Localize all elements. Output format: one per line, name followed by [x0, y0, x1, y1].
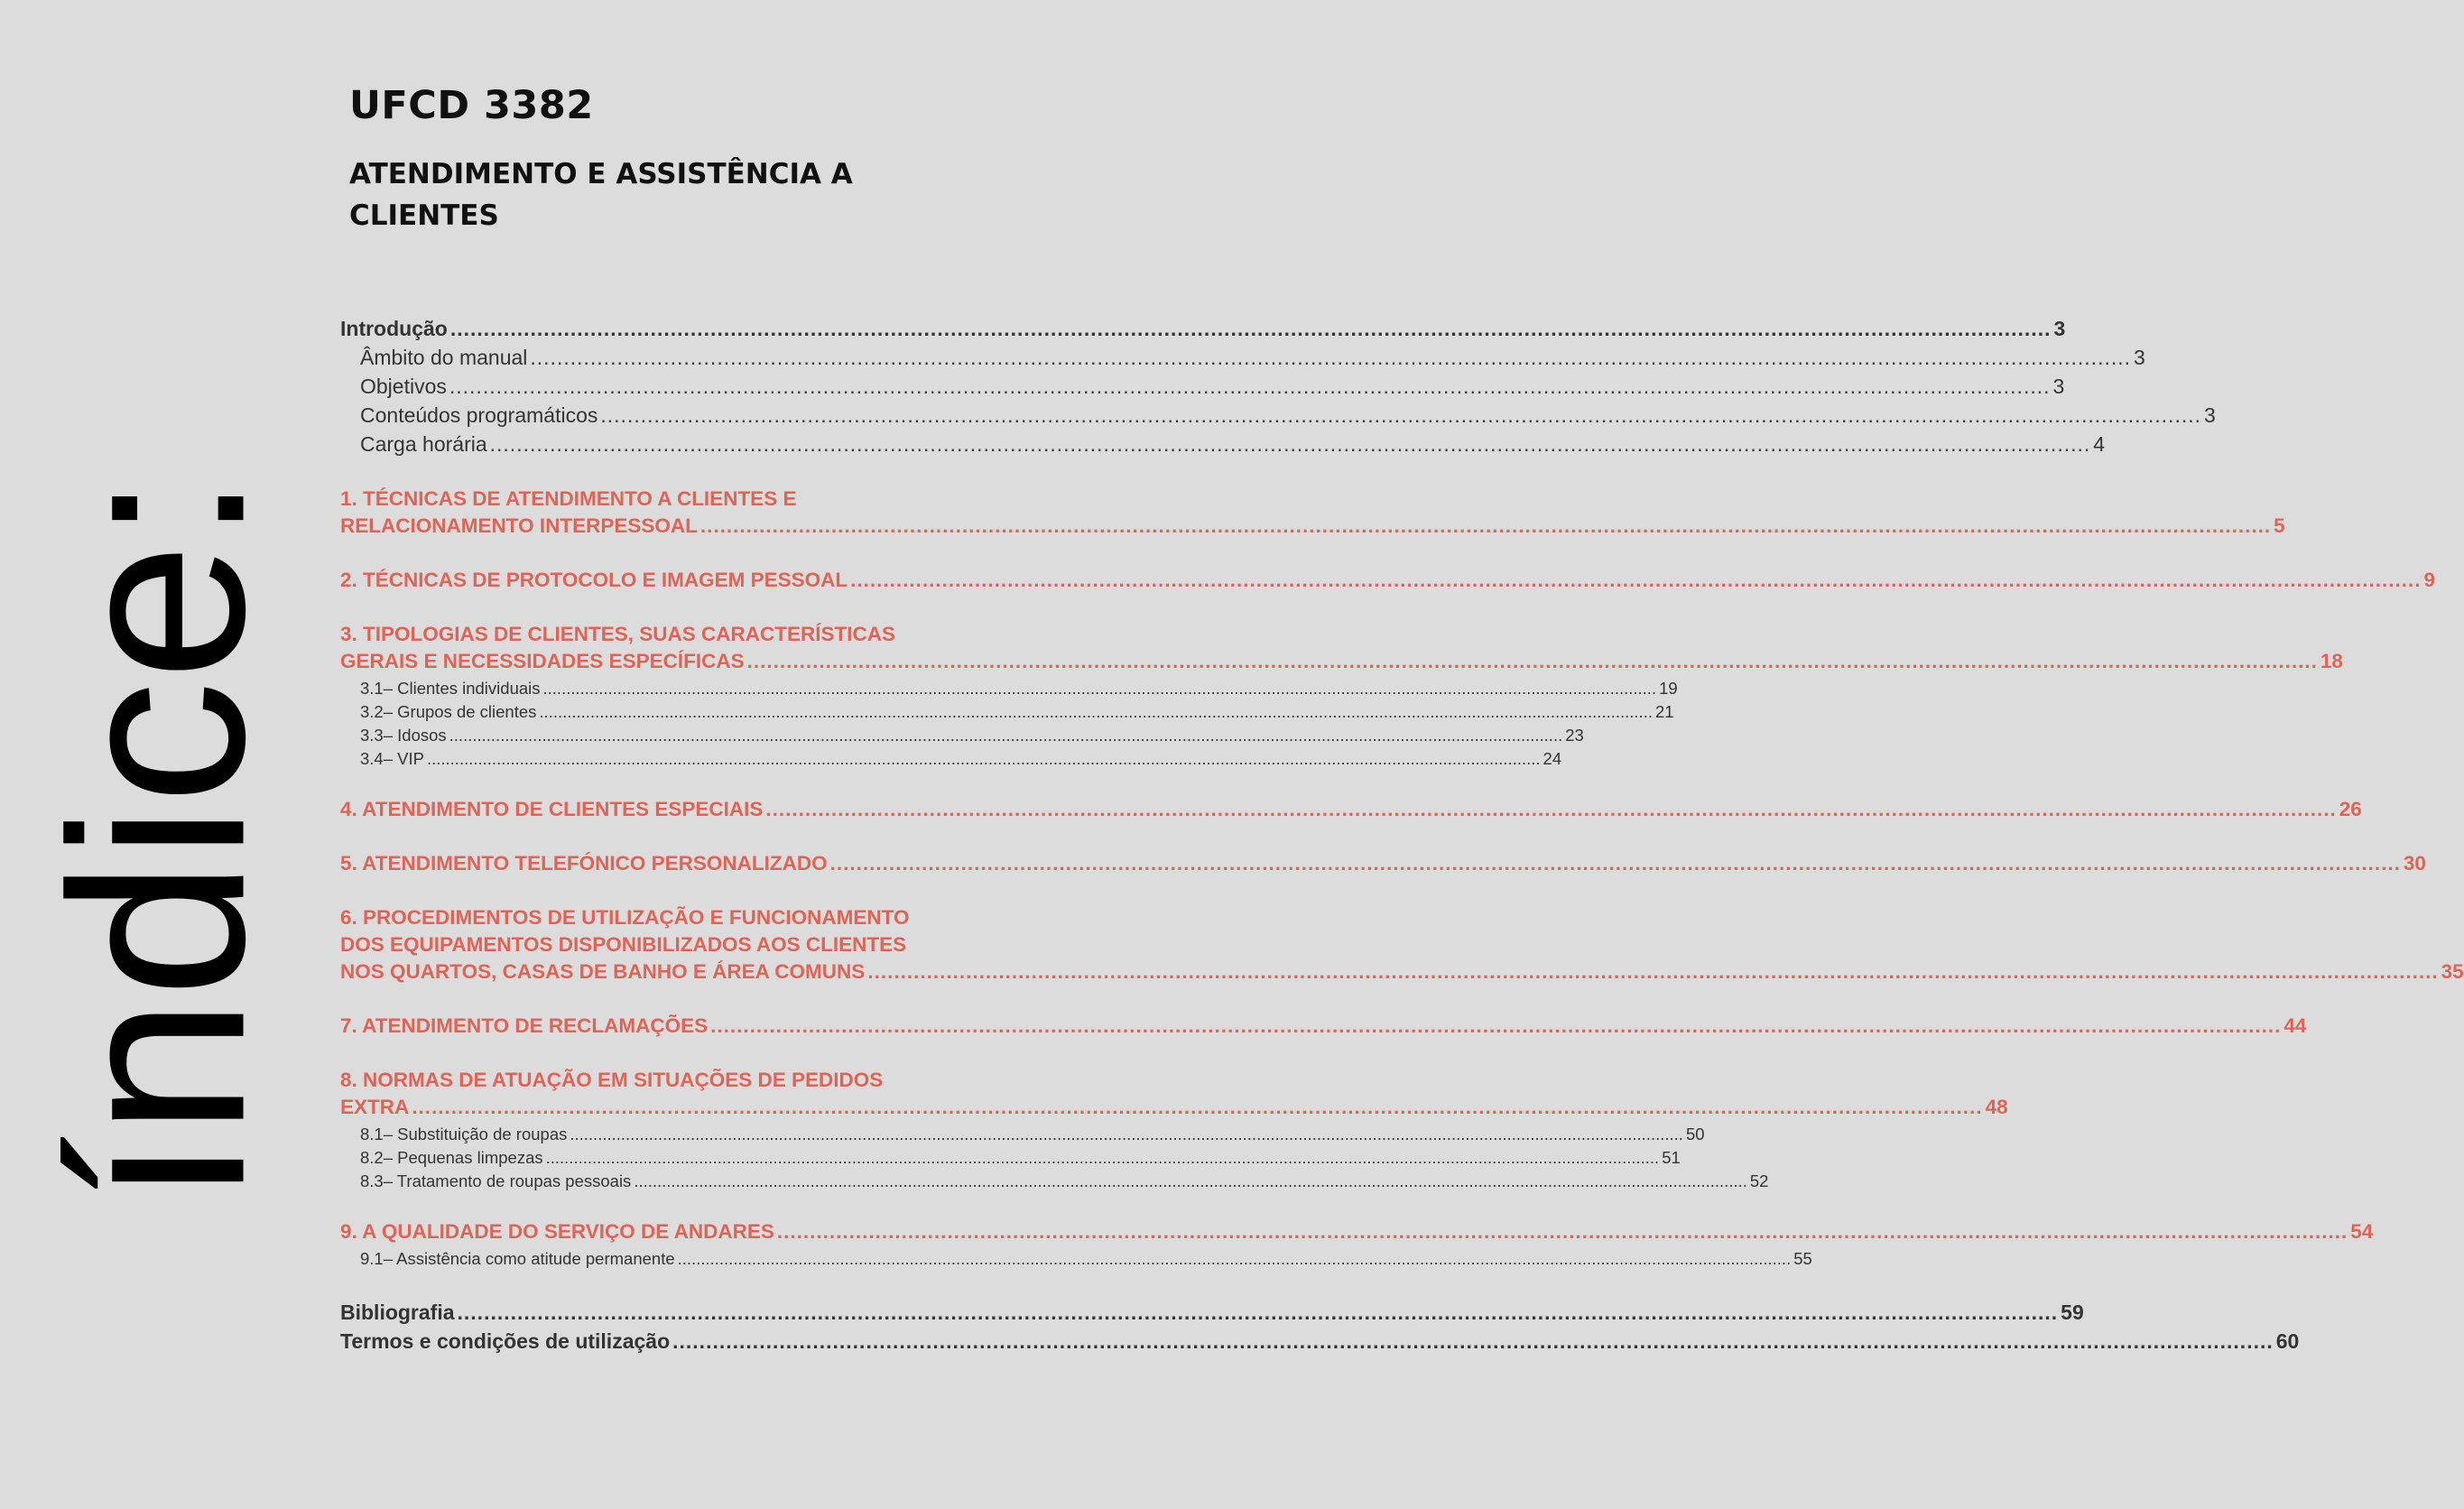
- toc-entry-3-3[interactable]: 3.3– Idosos ..... 23: [340, 722, 954, 745]
- toc-section-7[interactable]: 7. ATENDIMENTO DE RECLAMAÇÕES ..... 44: [340, 1013, 954, 1040]
- document-header: [349, 83, 981, 236]
- toc-entry-introduction[interactable]: Introdução ..... 3: [340, 312, 954, 341]
- toc-entry-contents[interactable]: Conteúdos programáticos ..... 3: [340, 399, 954, 428]
- index-heading-text: índice:: [19, 473, 297, 1206]
- toc-entry-8-2[interactable]: 8.2– Pequenas limpezas ..... 51: [340, 1144, 954, 1168]
- toc-section-6[interactable]: 6. PROCEDIMENTOS DE UTILIZAÇÃO E FUNCIONAMENTO DOS EQUIPAMENTOS DISPONIBILIZADOS AOS CLIENTES NOS QUARTOS, CASAS DE BANHO E ÁREA COMUNS ..... 35: [340, 904, 954, 986]
- toc-section-5[interactable]: 5. ATENDIMENTO TELEFÓNICO PERSONALIZADO ..... 30: [340, 850, 954, 877]
- toc-entry-bibliography[interactable]: Bibliografia ..... 59: [340, 1296, 954, 1325]
- toc-entry-scope[interactable]: Âmbito do manual ..... 3: [340, 341, 954, 370]
- toc-section-1[interactable]: 1. TÉCNICAS DE ATENDIMENTO A CLIENTES E RELACIONAMENTO INTERPESSOAL ..... 5: [340, 486, 954, 540]
- table-of-contents: [340, 312, 2464, 1354]
- toc-entry-3-2[interactable]: 3.2– Grupos de clientes ..... 21: [340, 699, 954, 722]
- toc-entry-8-3[interactable]: 8.3– Tratamento de roupas pessoais ..... 52: [340, 1168, 954, 1191]
- course-title: ATENDIMENTO E ASSISTÊNCIA A CLIENTES: [349, 158, 853, 232]
- toc-entry-workload[interactable]: Carga horária ..... 4: [340, 428, 954, 457]
- course-code: UFCD 3382: [349, 83, 594, 128]
- toc-section-4[interactable]: 4. ATENDIMENTO DE CLIENTES ESPECIAIS ..... 26: [340, 796, 954, 823]
- toc-entry-8-1[interactable]: 8.1– Substituição de roupas ..... 50: [340, 1121, 954, 1144]
- toc-entry-objectives[interactable]: Objetivos ..... 3: [340, 370, 954, 399]
- toc-section-3[interactable]: 3. TIPOLOGIAS DE CLIENTES, SUAS CARACTERÍSTICAS GERAIS E NECESSIDADES ESPECÍFICAS ..... 18: [340, 621, 954, 675]
- index-heading-vertical: [19, 469, 297, 1209]
- toc-section-9[interactable]: 9. A QUALIDADE DO SERVIÇO DE ANDARES ..... 54: [340, 1218, 954, 1245]
- toc-section-2[interactable]: 2. TÉCNICAS DE PROTOCOLO E IMAGEM PESSOAL ..... 9: [340, 567, 954, 594]
- toc-entry-terms[interactable]: Termos e condições de utilização ..... 60: [340, 1325, 954, 1354]
- toc-entry-3-1[interactable]: 3.1– Clientes individuais ..... 19: [340, 675, 954, 699]
- toc-entry-3-4[interactable]: 3.4– VIP ..... 24: [340, 745, 954, 769]
- toc-entry-9-1[interactable]: 9.1– Assistência como atitude permanente ..... 55: [340, 1245, 954, 1269]
- toc-section-8[interactable]: 8. NORMAS DE ATUAÇÃO EM SITUAÇÕES DE PEDIDOS EXTRA ..... 48: [340, 1067, 954, 1121]
